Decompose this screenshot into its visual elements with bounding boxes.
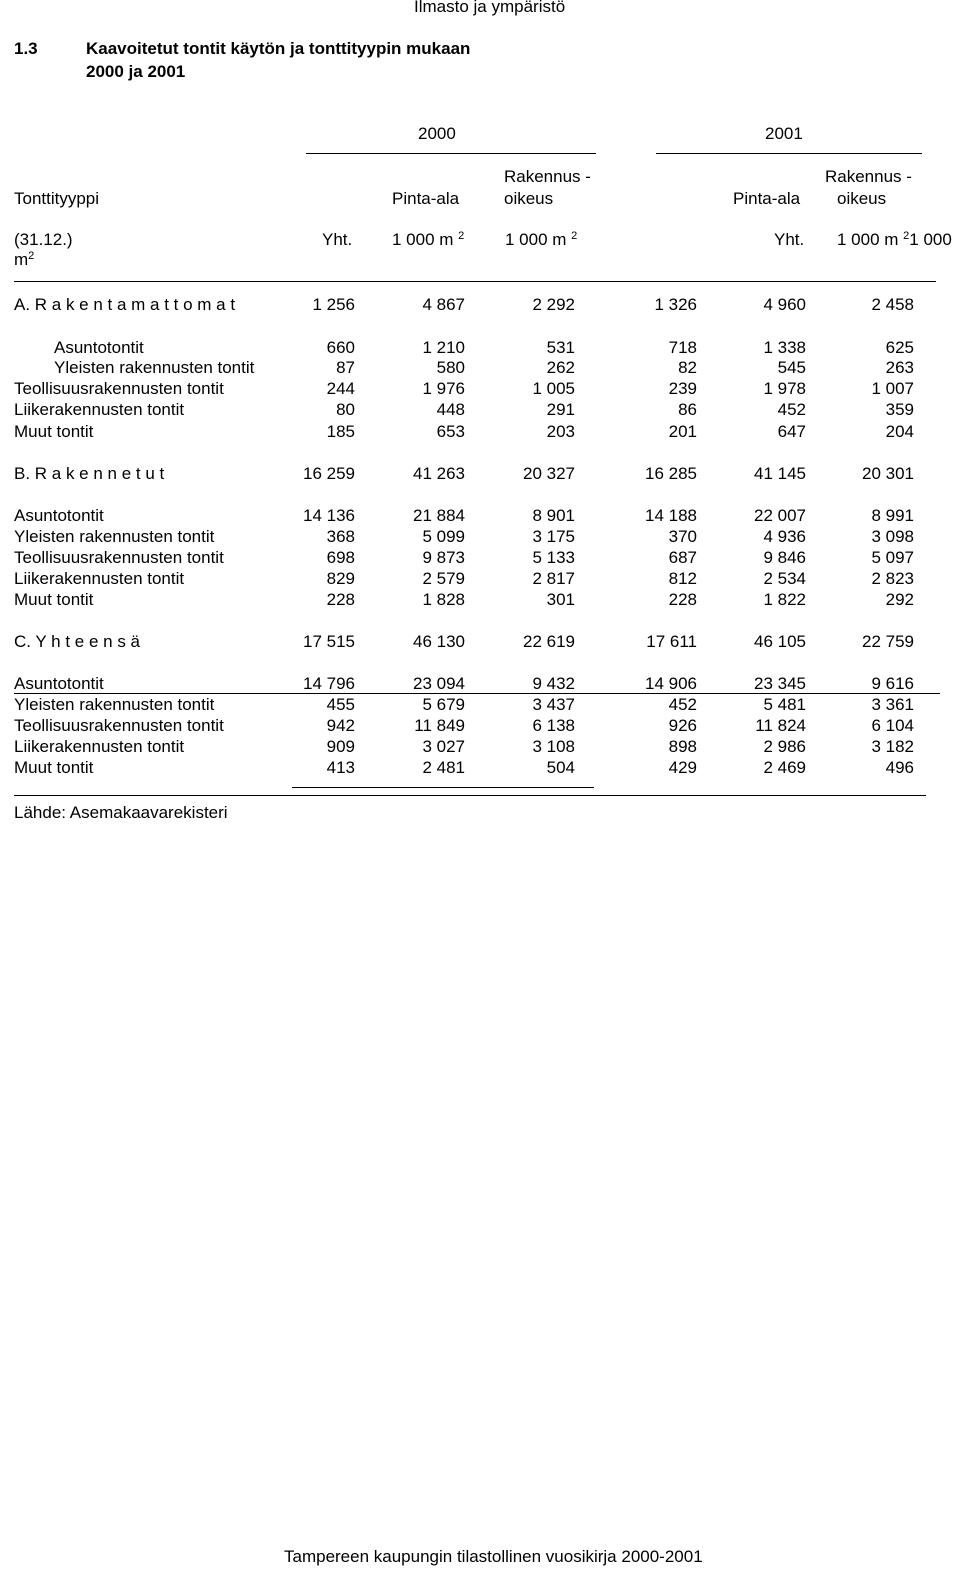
row-label: B. R a k e n n e t u t <box>14 464 165 483</box>
cell-right-2001: 3 098 <box>871 527 914 546</box>
cell-yht-2001: 82 <box>678 358 697 377</box>
cell-area-2000: 5 099 <box>422 527 465 546</box>
cell-right-2001: 204 <box>885 422 914 441</box>
header-oikeus-2001: oikeus <box>837 189 887 208</box>
cell-yht-2001: 16 285 <box>645 464 697 483</box>
row-label: Muut tontit <box>14 590 94 609</box>
row-label: Yleisten rakennusten tontit <box>14 527 215 546</box>
bottom-rule-2000 <box>292 787 594 788</box>
cell-yht-2001: 228 <box>668 590 697 609</box>
cell-area-2001: 41 145 <box>754 464 806 483</box>
header-date: (31.12.) <box>14 230 73 249</box>
cell-right-2000: 531 <box>546 338 575 357</box>
cell-right-2000: 3 175 <box>532 527 575 546</box>
cell-yht-2001: 239 <box>668 379 697 398</box>
unit-area-2000: 1 000 m $^2$ <box>392 230 465 249</box>
cell-right-2001: 292 <box>885 590 914 609</box>
header-pinta-ala-2001: Pinta-ala <box>733 189 801 208</box>
cell-yht-2001: 1 326 <box>654 295 697 314</box>
cell-yht-2000: 80 <box>336 400 355 419</box>
cell-right-2001: 3 361 <box>871 695 914 714</box>
cell-right-2001: 496 <box>885 758 914 777</box>
table-row <box>0 400 960 420</box>
cell-area-2001: 1 822 <box>763 590 806 609</box>
row-label: Muut tontit <box>14 422 94 441</box>
cell-yht-2001: 14 188 <box>645 506 697 525</box>
cell-yht-2000: 244 <box>326 379 355 398</box>
cell-yht-2001: 452 <box>668 695 697 714</box>
unit-yht-2001: Yht. <box>774 230 805 249</box>
cell-area-2001: 4 960 <box>763 295 806 314</box>
header-pinta-ala-2000: Pinta-ala <box>392 189 460 208</box>
cell-area-2000: 21 884 <box>413 506 465 525</box>
unit-wrap: $m^2$ <box>14 250 35 269</box>
cell-right-2000: 1 005 <box>532 379 575 398</box>
table-row <box>0 695 960 715</box>
cell-area-2000: 11 849 <box>414 716 465 735</box>
cell-yht-2000: 368 <box>326 527 355 546</box>
cell-area-2000: 9 873 <box>422 548 465 567</box>
cell-yht-2001: 429 <box>668 758 697 777</box>
cell-area-2000: 1 976 <box>422 379 465 398</box>
cell-right-2000: 504 <box>546 758 575 777</box>
cell-area-2000: 4 867 <box>422 295 465 314</box>
cell-yht-2000: 1 256 <box>312 295 355 314</box>
cell-area-2000: 448 <box>436 400 465 419</box>
cell-right-2000: 3 108 <box>532 737 575 756</box>
table-row <box>0 464 960 484</box>
cell-area-2000: 46 130 <box>413 632 465 651</box>
row-label: Yleisten rakennusten tontit <box>54 358 255 377</box>
cell-area-2000: 5 679 <box>422 695 465 714</box>
cell-right-2000: 301 <box>546 590 575 609</box>
cell-yht-2000: 909 <box>326 737 355 756</box>
header-bottom-rule <box>14 281 936 282</box>
total-row-rule <box>14 693 940 694</box>
row-label: Teollisuusrakennusten tontit <box>14 716 224 735</box>
cell-area-2001: 5 481 <box>763 695 806 714</box>
cell-right-2001: 359 <box>885 400 914 419</box>
cell-right-2001: 6 104 <box>871 716 914 735</box>
cell-right-2001: 3 182 <box>871 737 914 756</box>
cell-right-2000: 5 133 <box>532 548 575 567</box>
table-row <box>0 527 960 547</box>
table-row <box>0 569 960 589</box>
source-note: Lähde: Asemakaavarekisteri <box>14 803 228 822</box>
cell-yht-2000: 87 <box>336 358 355 377</box>
row-label: Teollisuusrakennusten tontit <box>14 379 224 398</box>
row-label: Asuntotontit <box>14 506 104 525</box>
table-row <box>0 716 960 736</box>
table-row <box>0 338 960 358</box>
cell-area-2000: 41 263 <box>413 464 465 483</box>
row-label: Muut tontit <box>14 758 94 777</box>
cell-area-2001: 4 936 <box>763 527 806 546</box>
table-row <box>0 758 960 778</box>
section-title: Kaavoitetut tontit käytön ja tonttityypin mukaan <box>86 39 471 58</box>
cell-area-2000: 2 481 <box>422 758 465 777</box>
cell-right-2000: 2 817 <box>532 569 575 588</box>
table-row <box>0 737 960 757</box>
year-2000-header: 2000 <box>418 124 456 143</box>
cell-area-2001: 2 986 <box>763 737 806 756</box>
row-label: Asuntotontit <box>14 674 104 693</box>
cell-right-2000: 9 432 <box>532 674 575 693</box>
cell-yht-2001: 718 <box>668 338 697 357</box>
row-label: Teollisuusrakennusten tontit <box>14 548 224 567</box>
cell-yht-2001: 14 906 <box>645 674 697 693</box>
cell-area-2001: 545 <box>777 358 806 377</box>
header-rakennus-2000: Rakennus - <box>504 167 591 186</box>
cell-right-2000: 203 <box>546 422 575 441</box>
unit-right-2000: 1 000 m $^2$ <box>505 230 578 249</box>
cell-right-2001: 8 991 <box>871 506 914 525</box>
row-label: Liikerakennusten tontit <box>14 569 185 588</box>
cell-yht-2001: 926 <box>668 716 697 735</box>
cell-right-2001: 1 007 <box>871 379 914 398</box>
cell-yht-2000: 660 <box>326 338 355 357</box>
cell-area-2000: 1 210 <box>422 338 465 357</box>
cell-yht-2001: 201 <box>668 422 697 441</box>
year-2000-rule <box>306 153 596 154</box>
cell-area-2001: 46 105 <box>754 632 806 651</box>
cell-right-2001: 22 759 <box>862 632 914 651</box>
cell-area-2000: 2 579 <box>422 569 465 588</box>
cell-right-2001: 9 616 <box>871 674 914 693</box>
cell-right-2000: 2 292 <box>532 295 575 314</box>
cell-yht-2000: 228 <box>326 590 355 609</box>
cell-yht-2000: 829 <box>326 569 355 588</box>
year-2001-header: 2001 <box>765 124 803 143</box>
unit-area-2001: 1 000 m $^2$1 000 <box>837 230 952 249</box>
row-label: Asuntotontit <box>54 338 144 357</box>
cell-area-2001: 9 846 <box>763 548 806 567</box>
page-footer: Tampereen kaupungin tilastollinen vuosikirja 2000-2001 <box>284 1547 703 1566</box>
cell-area-2001: 2 469 <box>763 758 806 777</box>
table-row <box>0 358 960 378</box>
table-row <box>0 506 960 526</box>
table-row <box>0 379 960 399</box>
row-label: Liikerakennusten tontit <box>14 737 185 756</box>
cell-right-2001: 5 097 <box>871 548 914 567</box>
cell-yht-2000: 942 <box>326 716 355 735</box>
cell-area-2001: 11 824 <box>755 716 806 735</box>
row-label: Yleisten rakennusten tontit <box>14 695 215 714</box>
table-bottom-rule <box>14 795 926 796</box>
table-row <box>0 548 960 568</box>
page-header: Ilmasto ja ympäristö <box>414 0 566 16</box>
cell-area-2000: 580 <box>436 358 465 377</box>
cell-right-2001: 20 301 <box>862 464 914 483</box>
table-row <box>0 632 960 652</box>
cell-yht-2000: 16 259 <box>303 464 355 483</box>
cell-area-2001: 22 007 <box>754 506 806 525</box>
row-label: A. R a k e n t a m a t t o m a t <box>14 295 236 314</box>
cell-right-2000: 262 <box>546 358 575 377</box>
cell-area-2001: 1 978 <box>763 379 806 398</box>
cell-yht-2001: 687 <box>668 548 697 567</box>
cell-yht-2000: 17 515 <box>303 632 355 651</box>
table-row <box>0 590 960 610</box>
cell-area-2000: 1 828 <box>422 590 465 609</box>
cell-yht-2000: 185 <box>326 422 355 441</box>
row-label: C. Y h t e e n s ä <box>14 632 141 651</box>
section-number: 1.3 <box>14 39 38 58</box>
header-rakennus-2001: Rakennus - <box>825 167 912 186</box>
cell-area-2000: 653 <box>436 422 465 441</box>
cell-yht-2001: 370 <box>668 527 697 546</box>
cell-area-2001: 1 338 <box>763 338 806 357</box>
cell-yht-2001: 86 <box>678 400 697 419</box>
cell-yht-2000: 14 136 <box>303 506 355 525</box>
cell-area-2001: 23 345 <box>754 674 806 693</box>
cell-yht-2001: 898 <box>668 737 697 756</box>
year-2001-rule <box>656 153 922 154</box>
cell-area-2001: 2 534 <box>763 569 806 588</box>
cell-right-2001: 263 <box>885 358 914 377</box>
table-row <box>0 674 960 694</box>
cell-yht-2001: 17 611 <box>646 632 697 651</box>
cell-right-2000: 291 <box>546 400 575 419</box>
cell-right-2000: 6 138 <box>532 716 575 735</box>
cell-right-2000: 20 327 <box>523 464 575 483</box>
cell-right-2001: 2 823 <box>871 569 914 588</box>
cell-right-2001: 2 458 <box>871 295 914 314</box>
table-row <box>0 295 960 315</box>
cell-area-2001: 452 <box>777 400 806 419</box>
row-label: Liikerakennusten tontit <box>14 400 185 419</box>
unit-yht-2000: Yht. <box>322 230 353 249</box>
cell-area-2000: 3 027 <box>422 737 465 756</box>
cell-yht-2000: 413 <box>326 758 355 777</box>
table-row <box>0 422 960 442</box>
cell-yht-2000: 698 <box>326 548 355 567</box>
cell-yht-2001: 812 <box>668 569 697 588</box>
section-subtitle: 2000 ja 2001 <box>86 62 186 81</box>
cell-area-2001: 647 <box>777 422 806 441</box>
cell-right-2000: 8 901 <box>532 506 575 525</box>
header-tonttityyppi: Tonttityyppi <box>14 189 100 208</box>
cell-yht-2000: 455 <box>326 695 355 714</box>
cell-area-2000: 23 094 <box>413 674 465 693</box>
header-oikeus-2000: oikeus <box>504 189 554 208</box>
cell-yht-2000: 14 796 <box>303 674 355 693</box>
cell-right-2001: 625 <box>885 338 914 357</box>
cell-right-2000: 3 437 <box>532 695 575 714</box>
cell-right-2000: 22 619 <box>523 632 575 651</box>
